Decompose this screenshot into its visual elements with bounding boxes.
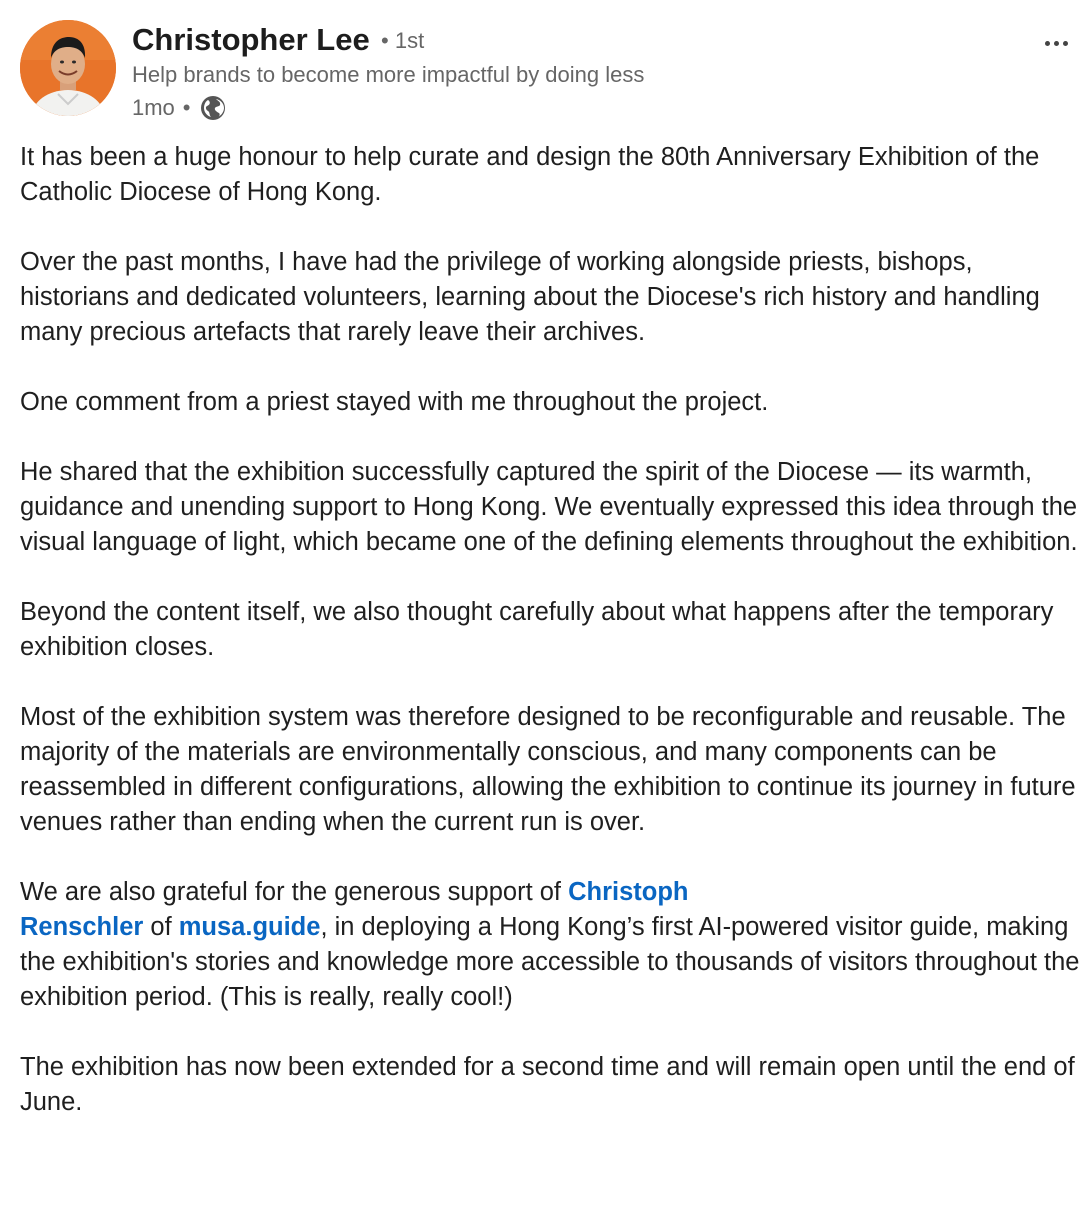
more-options-icon xyxy=(1045,41,1050,46)
post-paragraph: Over the past months, I have had the privilege of working alongside priests, bishops, historians and dedicated volunteers, learning about the Diocese's rich history and handling many precious artefacts that rarely leave their archives. xyxy=(20,248,1040,346)
post-time: 1mo xyxy=(132,95,175,120)
avatar-photo-icon xyxy=(20,20,116,116)
globe-icon xyxy=(199,94,227,122)
author-headline: Help brands to become more impactful by doing less xyxy=(132,62,645,87)
post-paragraph: Most of the exhibition system was therefore designed to be reconfigurable and reusable. The majority of the materials are environmentally conscious, and many components can be reassembled in different configurations, allowing the exhibition to continue its journey in future venues rather than ending when the current run is over. xyxy=(20,703,1076,836)
post-header xyxy=(0,0,1090,128)
author-name[interactable]: Christopher Lee xyxy=(132,22,370,57)
post-text: , in deploying a Hong Kong’s first AI-powered visitor guide, making the exhibition's stories and knowledge more accessible to thousands of visitors throughout the exhibition period. (This is really, really cool!) xyxy=(20,913,1080,1011)
post-text: of xyxy=(143,913,179,941)
post-paragraph: It has been a huge honour to help curate and design the 80th Anniversary Exhibition of the Catholic Diocese of Hong Kong. xyxy=(20,143,1040,206)
post-paragraph xyxy=(20,875,1080,1015)
connection-degree xyxy=(381,27,424,55)
post-body xyxy=(20,140,1080,1155)
mention-link-musa-guide[interactable]: musa.guide xyxy=(178,913,321,941)
mention-link-christoph-line2[interactable]: Renschler xyxy=(20,913,144,941)
post-paragraph: The exhibition has now been extended for a second time and will remain open until the end of June. xyxy=(20,1053,1075,1116)
post-text: We are also grateful for the generous support of xyxy=(20,878,569,906)
post-paragraph: Beyond the content itself, we also thought carefully about what happens after the temporary exhibition closes. xyxy=(20,598,1054,661)
degree-separator: • xyxy=(381,28,389,53)
degree-label: 1st xyxy=(394,28,425,53)
post-paragraph: One comment from a priest stayed with me throughout the project. xyxy=(20,388,769,416)
avatar[interactable] xyxy=(20,20,116,116)
post-meta xyxy=(132,93,227,123)
post-paragraph: He shared that the exhibition successfully captured the spirit of the Diocese — its warmth, guidance and unending support to Hong Kong. We eventually expressed this idea through the visual language of light, which became one of the defining elements throughout the exhibition. xyxy=(20,458,1078,556)
meta-separator: • xyxy=(182,95,191,120)
mention-link-christoph-line1[interactable]: Christoph xyxy=(568,878,689,906)
more-options-button[interactable] xyxy=(1038,28,1074,58)
